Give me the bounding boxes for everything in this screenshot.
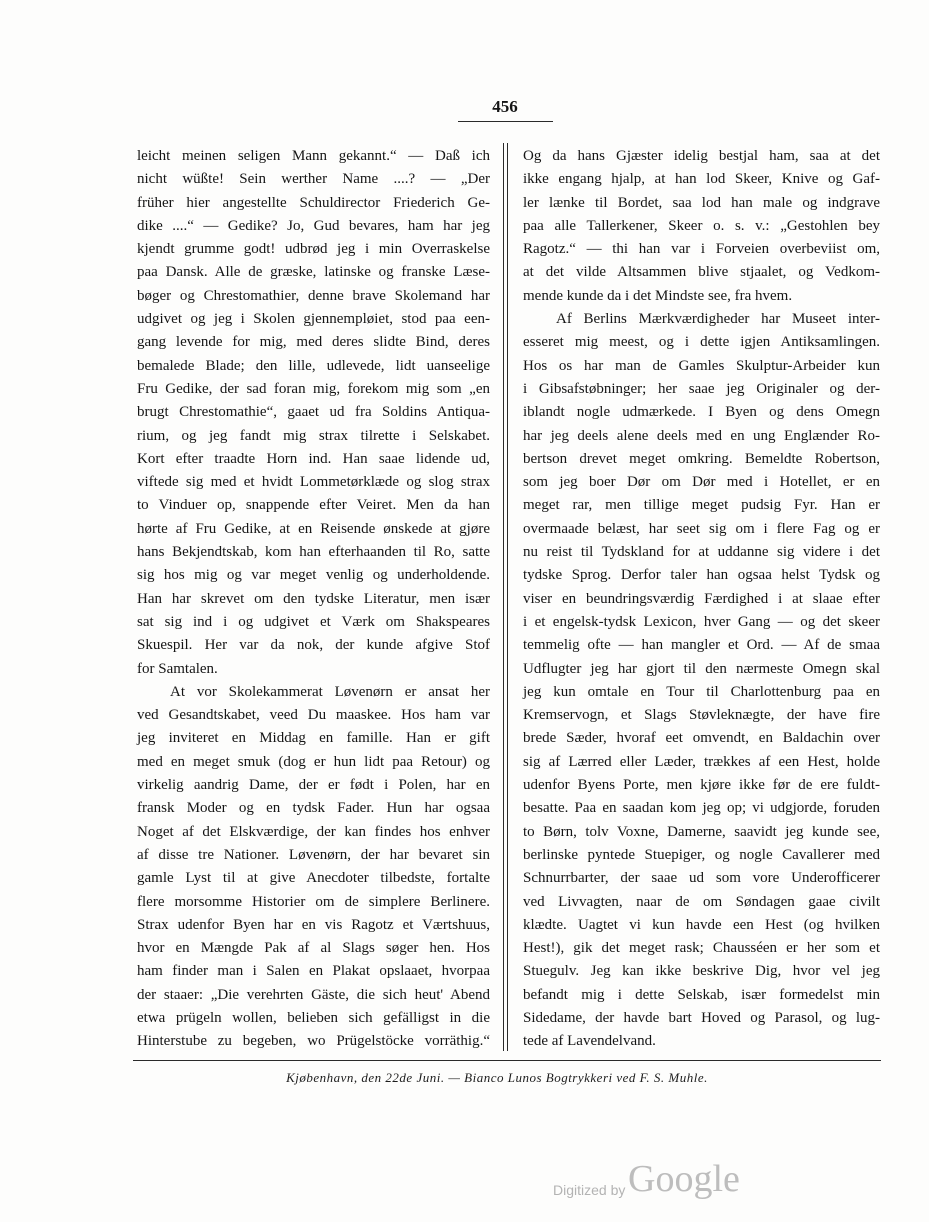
page-number-rule	[458, 121, 553, 122]
text-line: som jeg boer Dør om Dør med i Hotellet, er en	[523, 474, 880, 491]
text-line: der staaer: „Die verehrten Gäste, die sich heut' Abend	[137, 986, 490, 1003]
text-line: Noget af det Elskværdige, der kan findes hos enhver	[137, 823, 490, 840]
text-line: jeg kun omtale en Tour til Charlottenburg paa en	[523, 683, 880, 700]
text-line: ler lænke til Bordet, saa lod han male og indgrave	[523, 194, 880, 211]
text-line: dike ....“ — Gedike? Jo, Gud bevares, ham har jeg	[137, 217, 490, 234]
text-line: nicht wüßte! Sein werther Name ....? — „Der	[137, 171, 490, 188]
text-line: med en meget smuk (dog er hun lidt paa Retour) og	[137, 753, 490, 770]
text-line: paa alle Tallerkener, Skeer o. s. v.: „Gestohlen bey	[523, 217, 880, 234]
google-watermark: Google	[628, 1158, 740, 1200]
text-line: Skuespil. Her var da nok, der kunde afgive Stof	[137, 637, 490, 654]
text-line: sig af Lærred eller Læder, trækkes af een Hest, holde	[523, 753, 880, 770]
text-line: hans Bekjendtskab, kom han efterhaanden til Ro, satte	[137, 544, 490, 561]
text-line: tydske Sprog. Derfor taler han ogsaa helst Tydsk og	[523, 567, 880, 584]
text-line: esseret mig meest, og i dette igjen Antiksamlingen.	[523, 334, 880, 351]
text-line: brede Sæder, hvoraf eet omvendt, en Baldachin over	[523, 730, 880, 747]
text-line: i Gibsafstøbninger; her saae jeg Originaler og der-	[523, 380, 880, 397]
text-line: temmelig ofte — han mangler et Ord. — Af de smaa	[523, 637, 880, 654]
text-line: bertson drevet meget omkring. Bemeldte Robertson,	[523, 450, 880, 467]
paragraph-start-line: At vor Skolekammerat Løvenørn er ansat her	[170, 683, 490, 700]
text-line: viftede sig med et hvidt Lommetørklæde og slog strax	[137, 474, 490, 491]
text-line: paa Dansk. Alle de græske, latinske og franske Læse-	[137, 264, 490, 281]
page-number: 456	[492, 97, 518, 116]
text-line: ikke engang hjalp, at han lod Skeer, Knive og Gaf-	[523, 171, 880, 188]
text-line: gamle Lyst til at give Anecdoter tilbedste, fortalte	[137, 870, 490, 887]
digitized-by-label: Digitized by	[553, 1182, 626, 1198]
text-line: ham finder man i Salen en Plakat opslaaet, hvorpaa	[137, 963, 490, 980]
text-line: jeg inviteret en Middag en famille. Han er gift	[137, 730, 490, 747]
text-line: ved Gesandtskabet, veed Du maaskee. Hos ham var	[137, 707, 490, 724]
text-line: rium, og jeg fandt mig strax tilrette i Selskabet.	[137, 427, 490, 444]
text-line: klædte. Uagtet vi kun havde een Hest (og hvilken	[523, 916, 880, 933]
text-line: udgivet og jeg i Skolen gjennempløiet, stod paa een-	[137, 311, 490, 328]
text-line: leicht meinen seligen Mann gekannt.“ — Daß ich	[137, 148, 490, 164]
imprint-footer: Kjøbenhavn, den 22de Juni. — Bianco Lunos Bogtrykkeri ved F. S. Muhle.	[286, 1070, 708, 1085]
text-line: meget rar, men tillige meget pudsig Fyr. Han er	[523, 497, 880, 514]
text-line: fransk Moder og en tydsk Fader. Hun har ogsaa	[137, 800, 490, 817]
text-line: af disse tre Nationer. Løvenørn, der har bevaret sin	[137, 846, 490, 863]
text-line: ved Livvagten, naar de om Søndagen gaae civilt	[523, 893, 880, 910]
text-line: hvor en Mængde Pak af al Slags søger hen. Hos	[137, 940, 490, 957]
text-line: iblandt nogle udmærkede. I Byen og dens Omegn	[523, 404, 880, 421]
text-line: gang levende for mig, med deres slidte Bind, deres	[137, 334, 490, 351]
text-line: for Samtalen.	[137, 660, 218, 677]
text-line: bemalede Blade; den lille, udlevede, lidt uanseelige	[137, 357, 490, 374]
text-line: viser en beundringsværdig Færdighed i at slaae efter	[523, 590, 880, 607]
text-line: Strax udenfor Byen har en vis Ragotz et Værtshuus,	[137, 916, 490, 933]
text-line: nu reist til Tydskland for at uddanne sig videre i det	[523, 544, 880, 561]
text-line: Hest!), gik det meget rask; Chausséen er her som et	[523, 940, 880, 957]
text-line: Kremservogn, et Slags Støvleknægte, der have fire	[523, 707, 880, 724]
text-line: berlinske pyntede Stuepiger, og nogle Cavallerer med	[523, 846, 880, 863]
text-line: i et engelsk-tydsk Lexicon, hver Gang — og det skeer	[523, 613, 880, 630]
text-line: etwa prügeln wollen, belieben sich gefälligst in die	[137, 1009, 490, 1026]
text-line: udenfor Byens Porte, men kjøre ikke før de ere fuldt-	[523, 777, 880, 794]
text-line: Og da hans Gjæster idelig bestjal ham, saa at det	[523, 148, 880, 164]
column-divider	[503, 143, 508, 1051]
text-line: bøger og Chrestomathier, denne brave Skolemand har	[137, 287, 490, 304]
text-line: Schnurrbarter, der saae ud som vore Underofficerer	[523, 870, 880, 887]
text-line: mende kunde da i det Mindste see, fra hvem.	[523, 287, 793, 304]
text-line: Hos os har man de Gamles Skulptur-Arbeider kun	[523, 357, 880, 374]
text-line: to Vinduer op, snappende efter Veiret. Men da han	[137, 497, 490, 514]
text-line: sig hos mig og var meget venlig og underholdende.	[137, 567, 490, 584]
text-line: sat sig ind i og udgivet et Værk om Shakspeares	[137, 613, 490, 630]
footer-rule	[133, 1060, 881, 1061]
paragraph-start-line: Af Berlins Mærkværdigheder har Museet inter-	[556, 311, 880, 328]
text-line: Han har skrevet om den tydske Literatur, men især	[137, 590, 490, 607]
text-line: Kort efter traadte Horn ind. Han saae lidende ud,	[137, 450, 490, 467]
text-line: har jeg deels alene deels med en ung Englænder Ro-	[523, 427, 880, 444]
text-line: Ragotz.“ — thi han var i Forveien overbeviist om,	[523, 241, 880, 258]
text-line: Sidedame, der havde bart Hoved og Parasol, og lug-	[523, 1009, 880, 1026]
text-line: Fru Gedike, der sad foran mig, forekom mig som „en	[137, 380, 490, 397]
left-column	[137, 145, 490, 1054]
text-line: früher hier angestellte Schuldirector Friederich Ge-	[137, 194, 490, 211]
text-line: virkelig aandrig Dame, der er født i Polen, har en	[137, 777, 490, 794]
text-line: kjendt grumme godt! udbrød jeg i min Overraskelse	[137, 241, 490, 258]
text-line: tede af Lavendelvand.	[523, 1033, 656, 1050]
text-line: hørte af Fru Gedike, at en Reisende ønskede at gjøre	[137, 520, 490, 537]
text-line: besatte. Paa en saadan kom jeg op; vi udgjorde, foruden	[523, 800, 880, 817]
text-line: Udflugter jeg har gjort til den nærmeste Omegn skal	[523, 660, 880, 677]
text-line: befandt mig i dette Selskab, især formedelst min	[523, 986, 880, 1003]
text-line: brugt Chrestomathie“, gaaet ud fra Soldins Antiqua-	[137, 404, 490, 421]
text-line: flere morsomme Historier om de simplere Berlinere.	[137, 893, 490, 910]
text-line: Hinterstube zu begeben, wo Prügelstöcke vorräthig.“	[137, 1033, 490, 1050]
text-line: at det vilde Altsammen blive stjaalet, og Vedkom-	[523, 264, 880, 281]
text-line: to Børn, tolv Voxne, Damerne, saavidt jeg kunde see,	[523, 823, 880, 840]
right-column	[523, 145, 880, 1054]
text-line: Stuegulv. Jeg kan ikke beskrive Dig, hvor vel jeg	[523, 963, 880, 980]
text-line: overmaade belæst, har seet sig om i flere Fag og er	[523, 520, 880, 537]
